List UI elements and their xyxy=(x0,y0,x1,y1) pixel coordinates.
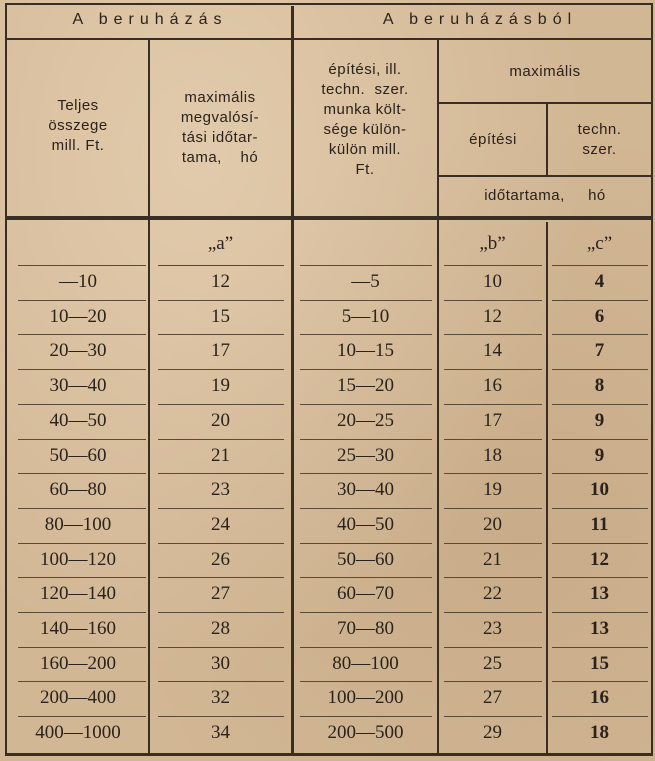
cell-cost-range: 10—15 xyxy=(337,340,394,362)
header-max-duration: maximális megvalósí- tási időtar- tama, hó xyxy=(180,89,260,166)
cell-duration-c: 11 xyxy=(590,513,609,535)
row-rule xyxy=(444,681,542,682)
cell-cost-range: 70—80 xyxy=(337,618,394,639)
cell-duration-c: 15 xyxy=(590,652,609,674)
cell-duration-a: 17 xyxy=(211,340,230,362)
cell-duration-b: 27 xyxy=(483,687,502,709)
row-rule xyxy=(158,543,284,544)
row-rule xyxy=(444,612,542,613)
cell-total-amount: —10 xyxy=(59,271,97,292)
cell-duration-b: 23 xyxy=(483,618,502,639)
row-rule xyxy=(158,265,284,266)
row-rule xyxy=(552,508,648,509)
row-rule xyxy=(18,647,146,648)
cell-duration-a: 27 xyxy=(211,583,230,605)
row-rule xyxy=(444,404,542,405)
header-techn-szer: techn. szer. xyxy=(577,121,622,158)
row-rule xyxy=(552,473,648,474)
row-rule xyxy=(444,543,542,544)
cell-duration-a: 32 xyxy=(211,687,230,709)
row-rule xyxy=(552,716,648,717)
row-rule xyxy=(158,404,284,405)
header-cost-separately: építési, ill. techn. szer. munka költ- sége külön- külön mill. Ft. xyxy=(321,61,409,178)
cell-cost-range: 100—200 xyxy=(327,687,404,709)
header-maximalis: maximális xyxy=(509,63,581,80)
marker-b: „b” xyxy=(479,233,506,254)
cell-duration-a: 15 xyxy=(211,305,230,327)
subheader-rule xyxy=(439,175,651,177)
cell-duration-c: 9 xyxy=(594,444,605,466)
row-rule xyxy=(18,612,146,613)
row-rule xyxy=(300,681,432,682)
cell-duration-a: 30 xyxy=(211,652,230,674)
marker-a: „a” xyxy=(207,233,234,254)
group-title-left: A beruházás xyxy=(72,11,228,28)
cell-total-amount: 200—400 xyxy=(40,687,116,709)
header-epitesi: építési xyxy=(469,131,517,148)
row-rule xyxy=(158,508,284,509)
marker-c: „c” xyxy=(586,233,613,254)
cell-cost-range: —5 xyxy=(351,271,380,292)
row-rule xyxy=(552,612,648,613)
cell-duration-c: 7 xyxy=(594,340,605,362)
cell-cost-range: 40—50 xyxy=(337,513,394,535)
row-rule xyxy=(444,647,542,648)
row-rule xyxy=(18,681,146,682)
cell-total-amount: 60—80 xyxy=(49,479,107,501)
row-rule xyxy=(300,543,432,544)
cell-duration-b: 21 xyxy=(483,548,502,570)
cell-total-amount: 120—140 xyxy=(40,583,116,605)
row-rule xyxy=(18,404,146,405)
row-rule xyxy=(18,577,146,578)
row-rule xyxy=(444,508,542,509)
row-rule xyxy=(552,543,648,544)
row-rule xyxy=(158,647,284,648)
cell-duration-c: 10 xyxy=(590,479,609,501)
row-rule xyxy=(158,577,284,578)
row-rule xyxy=(18,508,146,509)
cell-total-amount: 20—30 xyxy=(49,340,107,362)
cell-total-amount: 140—160 xyxy=(40,618,116,639)
row-rule xyxy=(300,473,432,474)
cell-duration-b: 12 xyxy=(483,305,502,327)
row-rule xyxy=(18,543,146,544)
cell-duration-c: 13 xyxy=(590,618,609,639)
cell-duration-c: 16 xyxy=(590,687,609,709)
row-rule xyxy=(300,577,432,578)
row-rule xyxy=(300,647,432,648)
row-rule xyxy=(18,300,146,301)
cell-duration-a: 24 xyxy=(211,513,230,535)
cell-duration-a: 21 xyxy=(211,444,230,466)
cell-duration-b: 22 xyxy=(483,583,502,605)
row-rule xyxy=(158,681,284,682)
row-rule xyxy=(158,300,284,301)
cell-duration-c: 18 xyxy=(590,722,609,744)
cell-duration-a: 19 xyxy=(211,375,230,397)
header-bottom-rule xyxy=(7,216,651,220)
cell-total-amount: 100—120 xyxy=(40,548,116,570)
cell-duration-b: 16 xyxy=(483,375,502,397)
row-rule xyxy=(300,612,432,613)
cell-cost-range: 25—30 xyxy=(337,444,394,466)
row-rule xyxy=(444,439,542,440)
row-rule xyxy=(300,334,432,335)
cell-duration-c: 13 xyxy=(590,583,609,605)
row-rule xyxy=(444,716,542,717)
row-rule xyxy=(18,716,146,717)
cell-duration-a: 26 xyxy=(211,548,230,570)
row-rule xyxy=(444,265,542,266)
top-border xyxy=(5,3,653,5)
frame-left xyxy=(5,3,7,755)
row-rule xyxy=(552,369,648,370)
cell-duration-a: 23 xyxy=(211,479,230,501)
row-rule xyxy=(158,612,284,613)
row-rule xyxy=(300,439,432,440)
row-rule xyxy=(444,577,542,578)
maximalis-rule xyxy=(439,102,651,104)
row-rule xyxy=(300,369,432,370)
cell-duration-b: 17 xyxy=(483,409,502,431)
group-title-right: A beruházásból xyxy=(382,11,578,28)
row-rule xyxy=(18,334,146,335)
row-rule xyxy=(552,300,648,301)
cell-duration-b: 14 xyxy=(483,340,502,362)
row-rule xyxy=(300,404,432,405)
cell-total-amount: 400—1000 xyxy=(35,722,121,744)
row-rule xyxy=(158,473,284,474)
row-rule xyxy=(552,577,648,578)
cell-duration-a: 20 xyxy=(211,409,230,431)
cell-cost-range: 30—40 xyxy=(337,479,394,501)
row-rule xyxy=(552,334,648,335)
cell-duration-b: 18 xyxy=(483,444,502,466)
row-rule xyxy=(552,439,648,440)
cell-duration-b: 10 xyxy=(483,271,502,292)
row-rule xyxy=(18,473,146,474)
row-rule xyxy=(300,508,432,509)
cell-duration-a: 12 xyxy=(211,271,230,292)
cell-total-amount: 30—40 xyxy=(49,375,107,397)
cell-duration-a: 34 xyxy=(211,722,230,744)
cell-total-amount: 160—200 xyxy=(40,652,116,674)
row-rule xyxy=(444,369,542,370)
row-rule xyxy=(158,334,284,335)
row-rule xyxy=(158,716,284,717)
bottom-border xyxy=(5,753,653,756)
cell-duration-c: 6 xyxy=(594,305,605,327)
row-rule xyxy=(444,473,542,474)
row-rule xyxy=(300,716,432,717)
cell-cost-range: 20—25 xyxy=(337,409,394,431)
cell-duration-c: 8 xyxy=(594,375,605,397)
cell-duration-c: 9 xyxy=(594,409,605,431)
row-rule xyxy=(158,439,284,440)
cell-total-amount: 50—60 xyxy=(49,444,107,466)
row-rule xyxy=(18,369,146,370)
row-rule xyxy=(552,681,648,682)
cell-duration-c: 12 xyxy=(590,548,609,570)
row-rule xyxy=(300,265,432,266)
row-rule xyxy=(300,300,432,301)
cell-cost-range: 5—10 xyxy=(341,305,390,327)
row-rule xyxy=(18,439,146,440)
cell-cost-range: 15—20 xyxy=(337,375,394,397)
row-rule xyxy=(444,300,542,301)
row-rule xyxy=(158,369,284,370)
cell-cost-range: 80—100 xyxy=(332,652,399,674)
cell-cost-range: 60—70 xyxy=(337,583,394,605)
row-rule xyxy=(552,404,648,405)
cell-cost-range: 50—60 xyxy=(337,548,394,570)
cell-duration-a: 28 xyxy=(211,618,230,639)
cell-cost-range: 200—500 xyxy=(327,722,404,744)
cell-duration-c: 4 xyxy=(594,271,605,292)
group-title-rule xyxy=(7,38,651,40)
frame-right xyxy=(651,3,653,755)
header-idotartama: időtartama, hó xyxy=(484,187,606,204)
row-rule xyxy=(552,647,648,648)
cell-duration-b: 20 xyxy=(483,513,502,535)
header-total-amount: Teljes összege mill. Ft. xyxy=(48,97,108,154)
row-rule xyxy=(552,265,648,266)
cell-total-amount: 80—100 xyxy=(44,513,112,535)
cell-duration-b: 19 xyxy=(483,479,502,501)
row-rule xyxy=(444,334,542,335)
cell-total-amount: 10—20 xyxy=(49,305,107,327)
cell-duration-b: 25 xyxy=(483,652,502,674)
cell-duration-b: 29 xyxy=(483,722,502,744)
cell-total-amount: 40—50 xyxy=(49,409,107,431)
row-rule xyxy=(18,265,146,266)
